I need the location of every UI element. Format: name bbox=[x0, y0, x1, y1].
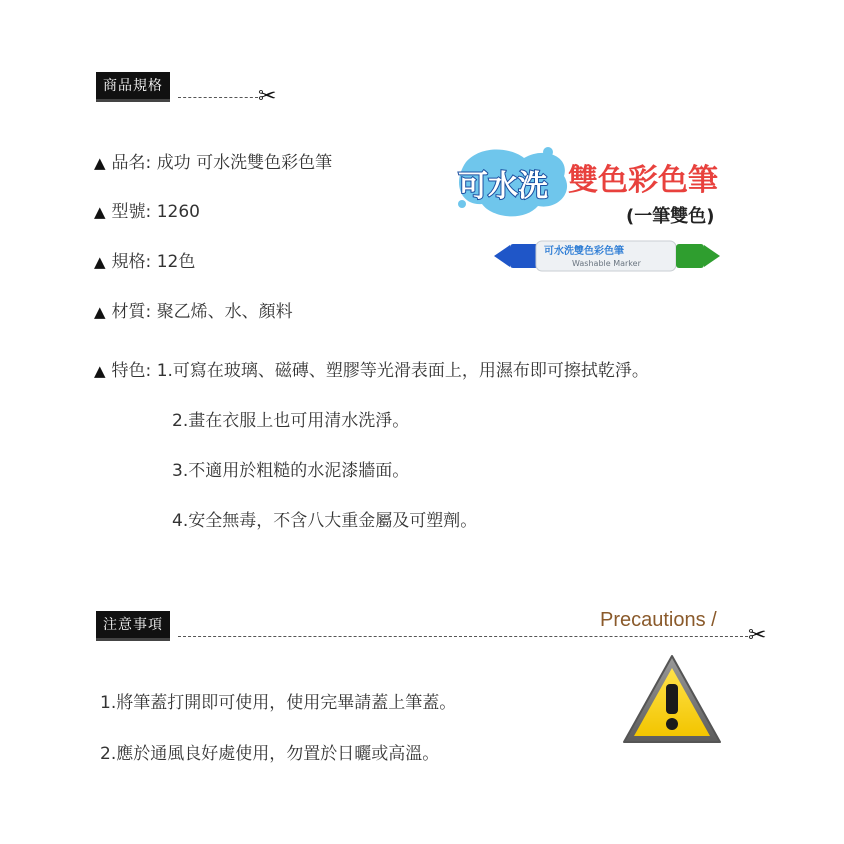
logo-dual-color-text: 雙色彩色筆 bbox=[568, 163, 718, 198]
spec-item-material: ▲ 材質: 聚乙烯、水、顏料 bbox=[94, 302, 293, 322]
triangle-bullet-icon: ▲ bbox=[94, 362, 106, 380]
triangle-bullet-icon: ▲ bbox=[94, 154, 106, 172]
product-logo bbox=[452, 140, 752, 280]
scissors-icon: ✂ bbox=[258, 84, 277, 109]
marker-illustration bbox=[494, 241, 720, 271]
spec-item-features: ▲ 特色: 1.可寫在玻璃、磁磚、塑膠等光滑表面上，用濕布即可擦拭乾淨。 bbox=[94, 361, 649, 381]
precautions-title: Precautions / bbox=[600, 609, 717, 631]
logo-washable-text: 可水洗 bbox=[458, 169, 548, 204]
scissors-icon: ✂ bbox=[748, 623, 767, 648]
note-item: 2.應於通風良好處使用，勿置於日曬或高溫。 bbox=[100, 744, 440, 764]
spec-item-model: ▲ 型號: 1260 bbox=[94, 202, 200, 222]
feature-line: 4.安全無毒，不含八大重金屬及可塑劑。 bbox=[172, 511, 478, 531]
spec-section-divider bbox=[178, 97, 258, 98]
triangle-bullet-icon: ▲ bbox=[94, 303, 106, 321]
logo-subtitle-text: (一筆雙色) bbox=[626, 206, 715, 227]
feature-line: 1.可寫在玻璃、磁磚、塑膠等光滑表面上，用濕布即可擦拭乾淨。 bbox=[156, 361, 649, 381]
feature-line: 2.畫在衣服上也可用清水洗淨。 bbox=[172, 411, 410, 431]
triangle-bullet-icon: ▲ bbox=[94, 253, 106, 271]
spec-section-tag: 商品規格 bbox=[96, 72, 170, 102]
notes-section-divider bbox=[178, 636, 748, 637]
note-item: 1.將筆蓋打開即可使用，使用完畢請蓋上筆蓋。 bbox=[100, 693, 457, 713]
spec-item-name: ▲ 品名: 成功 可水洗雙色彩色筆 bbox=[94, 153, 333, 173]
feature-line: 3.不適用於粗糙的水泥漆牆面。 bbox=[172, 461, 410, 481]
svg-text:可水洗雙色彩色筆: 可水洗雙色彩色筆 bbox=[544, 246, 624, 257]
product-logo-graphic bbox=[452, 140, 752, 280]
marker-label-text: Washable Marker bbox=[572, 259, 641, 268]
warning-triangle-icon bbox=[620, 652, 724, 748]
notes-section-tag: 注意事項 bbox=[96, 611, 170, 641]
spec-item-size: ▲ 規格: 12色 bbox=[94, 252, 196, 272]
triangle-bullet-icon: ▲ bbox=[94, 203, 106, 221]
